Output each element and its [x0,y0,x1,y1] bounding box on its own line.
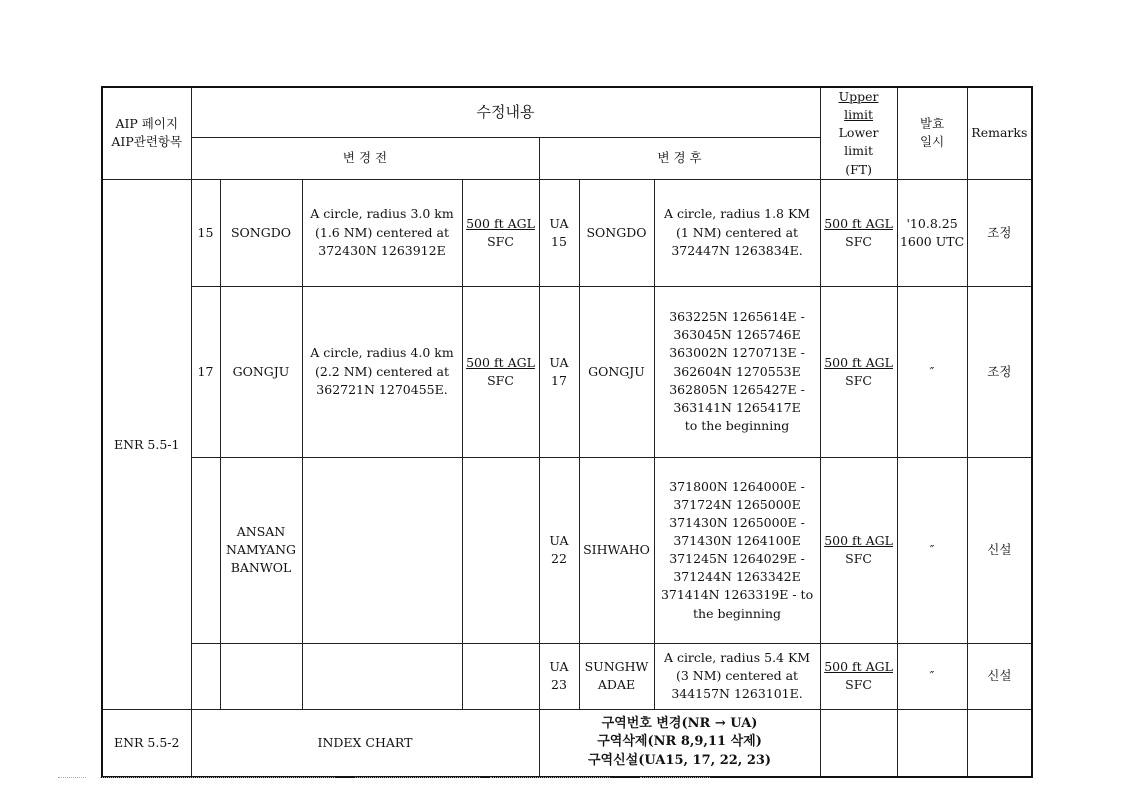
old-area-description [302,457,462,643]
new-area-description: 363225N 1265614E - 363045N 1265746E 363002N 1270713E - 362604N 1270553E 362805N 1265427E - 363141N 1265417E to the beginning [654,286,820,457]
new-area-limits [820,457,897,643]
new-lower-limit: SFC [845,551,872,567]
section1-page: ENR 5.5-1 [102,179,191,709]
section2-changes [539,709,820,777]
new-area-number: UA 22 [539,457,579,643]
table-row [102,286,1032,457]
scan-dots-divider [100,777,335,779]
amendment-table [101,86,1033,778]
effective-date: ″ [897,643,967,709]
old-area-description: A circle, radius 4.0 km (2.2 NM) centered at 362721N 1270455E. [302,286,462,457]
section2-remarks [967,709,1032,777]
new-lower-limit: SFC [845,372,872,388]
header-aip-page [102,87,191,179]
table-row [102,643,1032,709]
old-upper-limit: 500 ft AGL [466,354,535,370]
old-area-description: A circle, radius 3.0 km (1.6 NM) centered at 372430N 1263912E [302,179,462,286]
header-remarks: Remarks [967,87,1032,179]
old-area-name [220,643,302,709]
new-area-name: SONGDO [579,179,654,286]
new-lower-limit: SFC [845,233,872,249]
header-before: 변 경 전 [191,138,539,180]
scan-dots-divider [58,777,86,779]
header-effective [897,87,967,179]
table-row [102,179,1032,286]
old-area-number: 15 [191,179,220,286]
new-upper-limit: 500 ft AGL [824,659,893,674]
new-lower-limit: SFC [845,677,872,693]
new-area-name: SIHWAHO [579,457,654,643]
effective-date: ″ [897,286,967,457]
section2-page: ENR 5.5-2 [102,709,191,777]
old-area-number [191,643,220,709]
header-limits [820,87,897,179]
new-area-description: A circle, radius 5.4 KM (3 NM) centered at 344157N 1263101E. [654,643,820,709]
new-area-description: 371800N 1264000E - 371724N 1265000E 371430N 1265000E - 371430N 1264100E 371245N 1264029E - 371244N 1263342E 371414N 1263319E - to the beginning [654,457,820,643]
effective-date: '10.8.25 1600 UTC [897,179,967,286]
old-area-name: ANSAN NAMYANG BANWOL [220,457,302,643]
section2-change-3: 구역신설(UA15, 17, 22, 23) [588,753,772,769]
section2-change-1: 구역번호 변경(NR → UA) [601,715,758,731]
old-area-limits [462,179,539,286]
scan-dots-divider [640,777,710,779]
old-area-number: 17 [191,286,220,457]
old-area-name: SONGDO [220,179,302,286]
old-area-limits [462,643,539,709]
section2-change-2: 구역삭제(NR 8,9,11 삭제) [597,734,762,750]
section2-limits [820,709,897,777]
new-area-number: UA 15 [539,179,579,286]
table-row [102,457,1032,643]
new-upper-limit: 500 ft AGL [824,533,893,548]
effective-date: ″ [897,457,967,643]
new-area-number: UA 17 [539,286,579,457]
scan-dots-divider [355,777,480,779]
scan-dots-divider [490,777,610,779]
old-area-number [191,457,220,643]
header-upper-limit: Upper limit [838,89,879,123]
new-area-limits [820,286,897,457]
section2-effective [897,709,967,777]
old-area-limits [462,457,539,643]
header-ft: (FT) [845,161,872,177]
old-area-description [302,643,462,709]
new-area-description: A circle, radius 1.8 KM (1 NM) centered at 372447N 1263834E. [654,179,820,286]
new-area-limits [820,643,897,709]
header-amendment: 수정내용 [191,87,820,138]
header-aip-page-label: AIP 페이지 [115,116,179,132]
new-area-limits [820,179,897,286]
header-aip-item-label: AIP관련항목 [111,134,183,150]
old-lower-limit: SFC [487,233,514,249]
new-area-number: UA 23 [539,643,579,709]
remarks-cell: 조정 [967,179,1032,286]
old-area-limits [462,286,539,457]
remarks-cell: 조정 [967,286,1032,457]
old-area-name: GONGJU [220,286,302,457]
header-effective-1: 발효 [920,116,945,132]
new-upper-limit: 500 ft AGL [824,215,893,231]
new-area-name: SUNGHW ADAE [579,643,654,709]
old-upper-limit: 500 ft AGL [466,215,535,231]
remarks-cell: 신설 [967,643,1032,709]
remarks-cell: 신설 [967,457,1032,643]
new-area-name: GONGJU [579,286,654,457]
header-after: 변 경 후 [539,138,820,180]
header-effective-2: 일시 [920,134,945,150]
new-upper-limit: 500 ft AGL [824,354,893,370]
old-lower-limit: SFC [487,372,514,388]
table-row [102,709,1032,777]
header-lower-limit: Lower limit [838,125,879,159]
section2-title: INDEX CHART [191,709,539,777]
